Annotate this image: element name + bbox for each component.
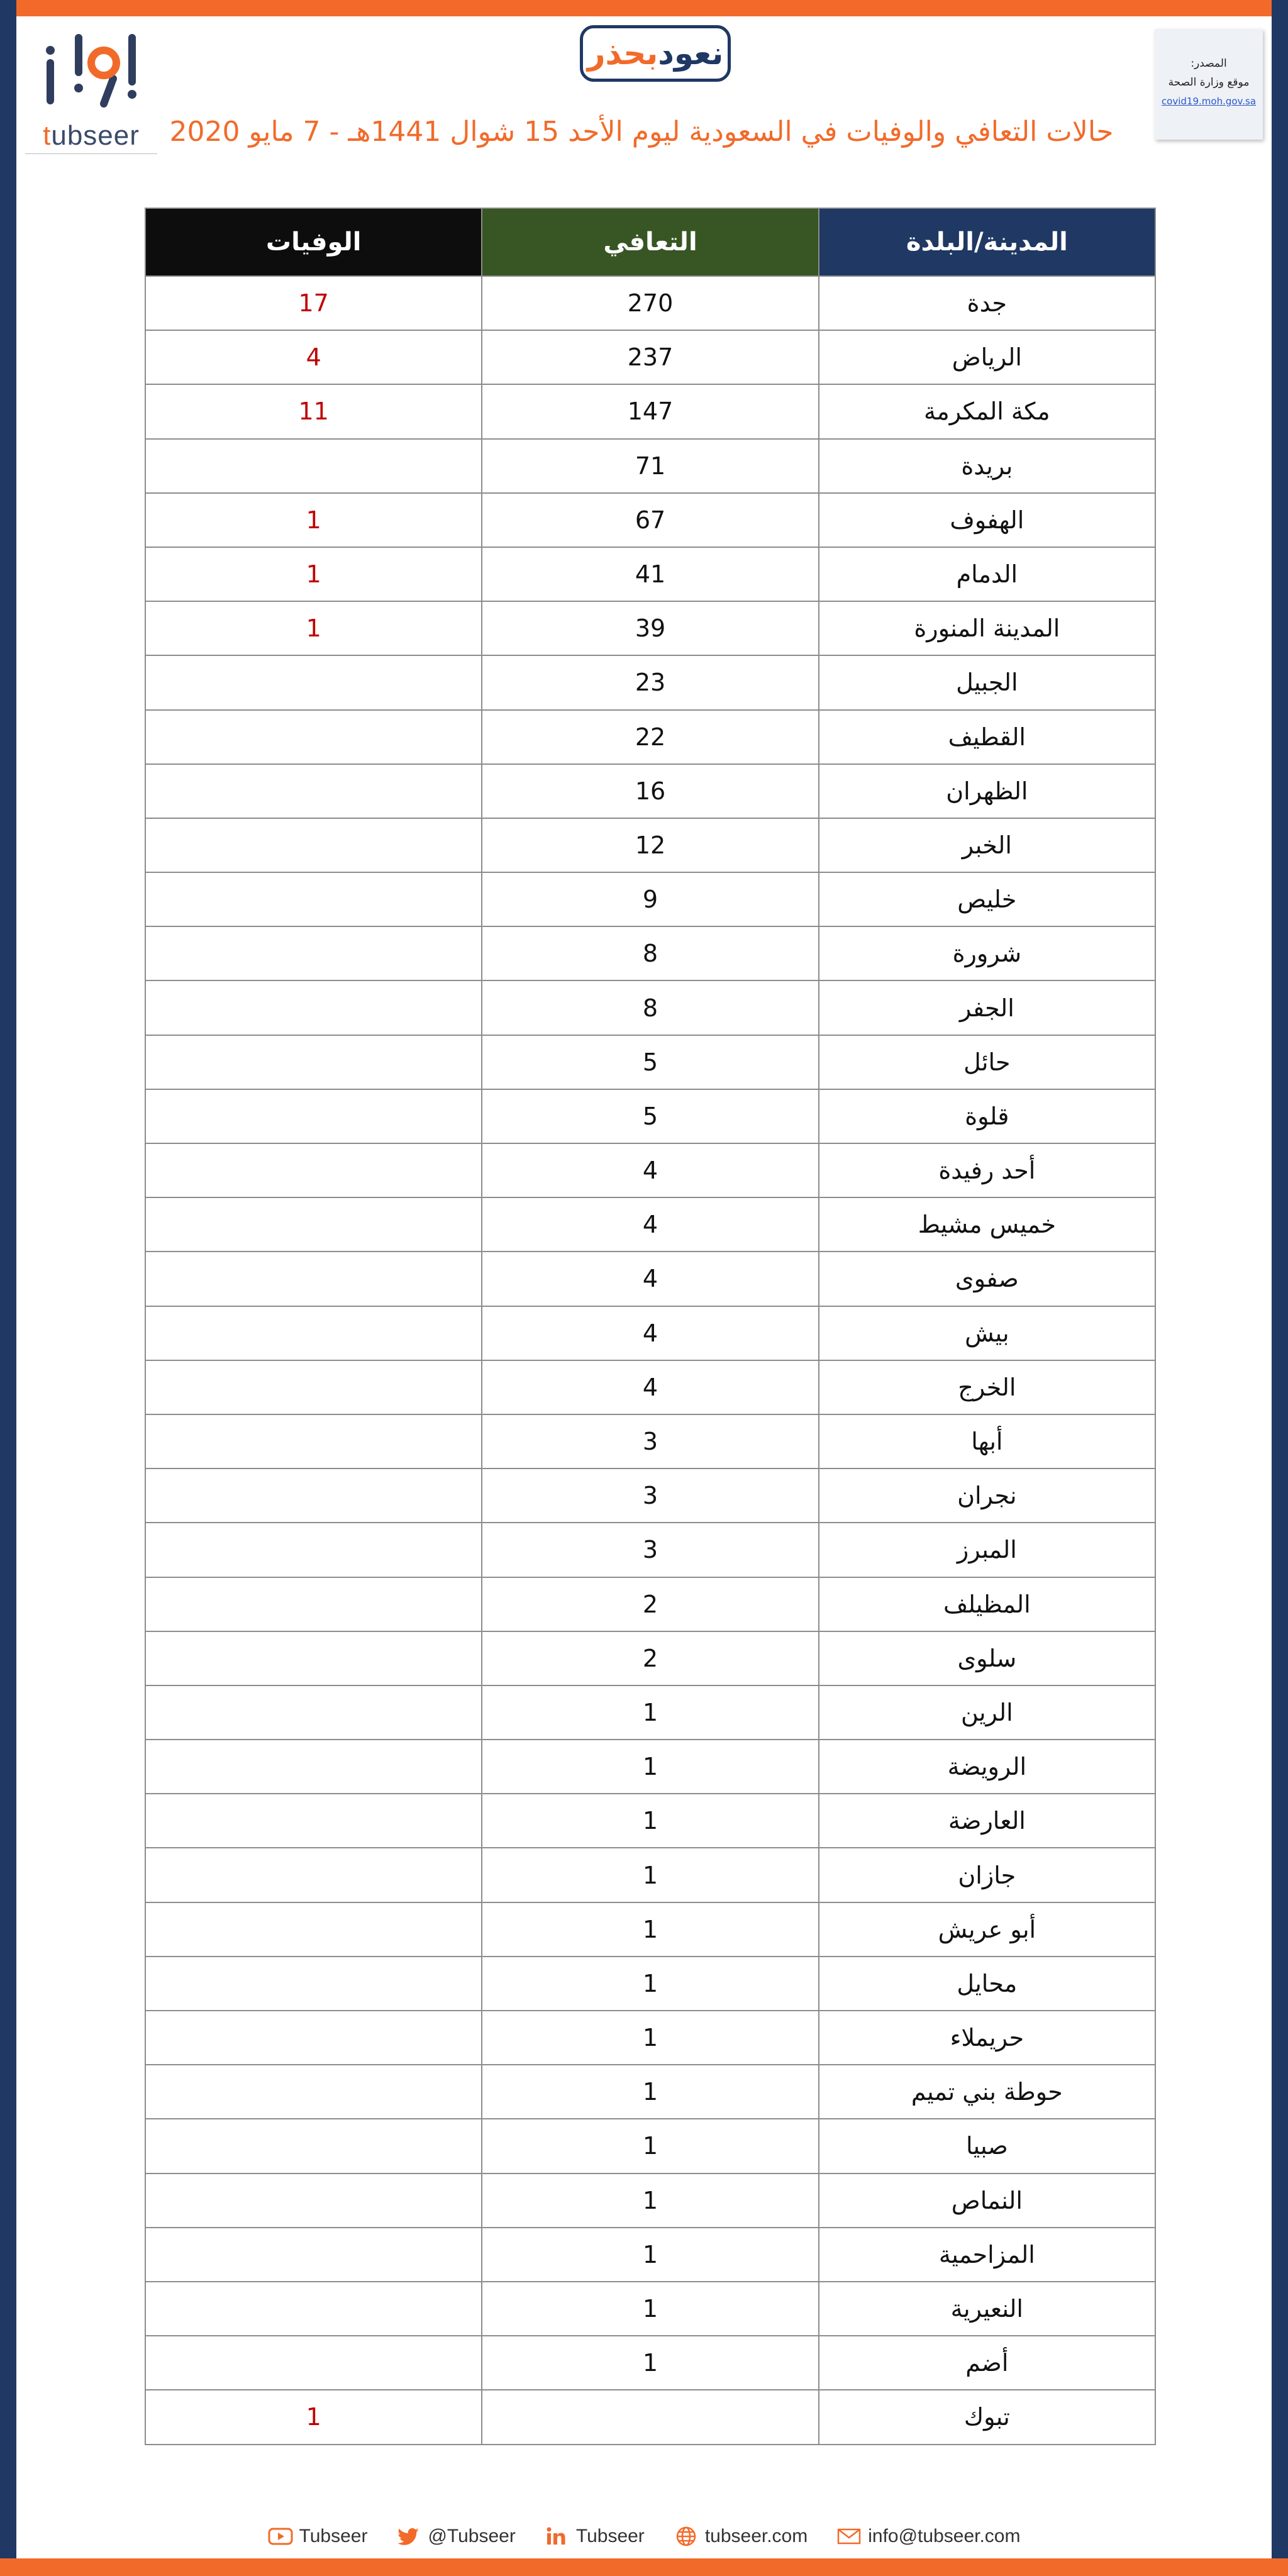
cell-deaths	[145, 2065, 482, 2119]
right-frame-bar	[1272, 0, 1288, 2576]
cell-deaths	[145, 1143, 482, 1197]
badge-word-2: بحذر	[587, 35, 658, 72]
cell-deaths	[145, 1685, 482, 1740]
table-body	[145, 276, 1155, 2445]
cell-recoveries: 4	[482, 1252, 818, 1306]
cell-city: الظهران	[819, 764, 1155, 818]
cell-city: صفوى	[819, 1252, 1155, 1306]
cell-deaths	[145, 1631, 482, 1685]
cell-recoveries: 3	[482, 1468, 818, 1523]
table-row	[145, 872, 1155, 926]
logo-mark-icon	[25, 25, 157, 119]
cell-deaths	[145, 1577, 482, 1631]
cell-city: حريملاء	[819, 2011, 1155, 2065]
cell-recoveries: 1	[482, 2119, 818, 2173]
cell-recoveries: 2	[482, 1577, 818, 1631]
cell-deaths	[145, 818, 482, 872]
cell-recoveries: 12	[482, 818, 818, 872]
cell-recoveries: 4	[482, 1143, 818, 1197]
cell-deaths	[145, 1035, 482, 1089]
table-row	[145, 2282, 1155, 2336]
cell-recoveries: 4	[482, 1360, 818, 1414]
header-deaths: الوفيات	[145, 208, 482, 276]
cell-deaths	[145, 980, 482, 1035]
cell-city: مكة المكرمة	[819, 384, 1155, 438]
cell-recoveries: 3	[482, 1414, 818, 1468]
cell-recoveries: 71	[482, 439, 818, 493]
cell-recoveries: 2	[482, 1631, 818, 1685]
cell-recoveries: 1	[482, 1740, 818, 1794]
cell-city: الخرج	[819, 1360, 1155, 1414]
cell-deaths	[145, 1360, 482, 1414]
cell-recoveries: 67	[482, 493, 818, 547]
table-row	[145, 1089, 1155, 1143]
cell-deaths	[145, 1252, 482, 1306]
cell-recoveries: 16	[482, 764, 818, 818]
table-row	[145, 276, 1155, 330]
cell-recoveries: 1	[482, 1902, 818, 1957]
cell-recoveries: 1	[482, 2336, 818, 2390]
cell-recoveries: 1	[482, 2228, 818, 2282]
table-row	[145, 2174, 1155, 2228]
source-label: المصدر:	[1191, 57, 1227, 70]
table-row	[145, 1902, 1155, 1957]
cell-deaths: 1	[145, 547, 482, 601]
footer-website-text: tubseer.com	[704, 2526, 808, 2546]
table-row	[145, 818, 1155, 872]
table-row	[145, 764, 1155, 818]
footer-website[interactable]	[674, 2526, 808, 2547]
top-accent-bar	[0, 0, 1288, 16]
cell-recoveries: 4	[482, 1306, 818, 1360]
cell-recoveries: 23	[482, 655, 818, 709]
footer-youtube[interactable]	[268, 2526, 368, 2547]
campaign-badge	[580, 25, 731, 82]
table-row	[145, 1740, 1155, 1794]
cell-deaths	[145, 710, 482, 764]
table-row	[145, 2390, 1155, 2444]
logo-caption-line	[25, 153, 157, 163]
cell-recoveries: 1	[482, 1848, 818, 1902]
table-row	[145, 926, 1155, 980]
footer-twitter-text: @Tubseer	[428, 2526, 516, 2546]
table-row	[145, 439, 1155, 493]
cell-city: بريدة	[819, 439, 1155, 493]
footer-contacts	[0, 2521, 1288, 2552]
footer-linkedin-text: Tubseer	[575, 2526, 645, 2546]
footer-twitter[interactable]	[396, 2526, 515, 2547]
cell-city: الجفر	[819, 980, 1155, 1035]
cell-recoveries: 22	[482, 710, 818, 764]
cell-city: حائل	[819, 1035, 1155, 1089]
table-row	[145, 2228, 1155, 2282]
cell-deaths: 17	[145, 276, 482, 330]
mail-icon	[836, 2526, 862, 2547]
cell-recoveries: 41	[482, 547, 818, 601]
cell-deaths: 1	[145, 601, 482, 655]
twitter-icon	[396, 2526, 421, 2547]
table-row	[145, 1848, 1155, 1902]
cell-city: الهفوف	[819, 493, 1155, 547]
table-row	[145, 1197, 1155, 1252]
cell-deaths	[145, 1306, 482, 1360]
cell-city: خميس مشيط	[819, 1197, 1155, 1252]
table-header-row	[145, 208, 1155, 276]
table-row	[145, 710, 1155, 764]
cell-city: المزاحمية	[819, 2228, 1155, 2282]
cell-city: المظيلف	[819, 1577, 1155, 1631]
page-title: حالات التعافي والوفيات في السعودية ليوم الأحد 15 شوال 1441هـ - 7 مايو 2020	[169, 116, 1114, 148]
cell-recoveries: 270	[482, 276, 818, 330]
bottom-accent-bar	[0, 2558, 1288, 2576]
cell-city: الدمام	[819, 547, 1155, 601]
cell-deaths: 11	[145, 384, 482, 438]
table-row	[145, 1306, 1155, 1360]
cell-city: أبو عريش	[819, 1902, 1155, 1957]
table-row	[145, 2065, 1155, 2119]
table-row	[145, 1523, 1155, 1577]
cell-deaths	[145, 1794, 482, 1848]
footer-youtube-text: Tubseer	[299, 2526, 368, 2546]
cell-deaths	[145, 1089, 482, 1143]
cell-city: خليص	[819, 872, 1155, 926]
cell-deaths: 1	[145, 2390, 482, 2444]
table-row	[145, 1794, 1155, 1848]
logo-wordmark: tubseer	[43, 120, 140, 151]
cell-deaths	[145, 872, 482, 926]
source-note	[1155, 29, 1263, 140]
cell-city: جازان	[819, 1848, 1155, 1902]
tubseer-logo	[25, 25, 157, 170]
table-row	[145, 980, 1155, 1035]
cell-city: الجبيل	[819, 655, 1155, 709]
cell-city: جدة	[819, 276, 1155, 330]
cell-city: العارضة	[819, 1794, 1155, 1848]
left-frame-bar	[0, 0, 16, 2576]
cell-recoveries: 5	[482, 1089, 818, 1143]
cell-city: أبها	[819, 1414, 1155, 1468]
cell-city: القطيف	[819, 710, 1155, 764]
cell-deaths	[145, 2282, 482, 2336]
table-row	[145, 1631, 1155, 1685]
table-row	[145, 655, 1155, 709]
cell-city: المبرز	[819, 1523, 1155, 1577]
table-row	[145, 1360, 1155, 1414]
cell-city: الرياض	[819, 330, 1155, 384]
cell-city: المدينة المنورة	[819, 601, 1155, 655]
cell-recoveries: 1	[482, 2282, 818, 2336]
table-row	[145, 1685, 1155, 1740]
source-name: موقع وزارة الصحة	[1168, 76, 1250, 89]
cell-city: نجران	[819, 1468, 1155, 1523]
cell-city: صبيا	[819, 2119, 1155, 2173]
source-link[interactable]: covid19.moh.gov.sa	[1161, 96, 1257, 107]
cell-recoveries: 3	[482, 1523, 818, 1577]
table-row	[145, 601, 1155, 655]
cell-city: الرين	[819, 1685, 1155, 1740]
cell-deaths: 1	[145, 493, 482, 547]
table-row	[145, 1957, 1155, 2011]
cell-recoveries: 9	[482, 872, 818, 926]
cell-city: النماص	[819, 2174, 1155, 2228]
cell-recoveries: 147	[482, 384, 818, 438]
youtube-icon	[268, 2526, 293, 2547]
table-row	[145, 384, 1155, 438]
cell-recoveries: 1	[482, 1957, 818, 2011]
cell-recoveries: 237	[482, 330, 818, 384]
cell-recoveries: 1	[482, 2011, 818, 2065]
cell-deaths	[145, 1957, 482, 2011]
cell-city: سلوى	[819, 1631, 1155, 1685]
table-row	[145, 1035, 1155, 1089]
cell-city: أحد رفيدة	[819, 1143, 1155, 1197]
cell-city: حوطة بني تميم	[819, 2065, 1155, 2119]
cell-recoveries: 1	[482, 2174, 818, 2228]
cell-recoveries: 4	[482, 1197, 818, 1252]
cell-deaths	[145, 2119, 482, 2173]
cell-deaths	[145, 439, 482, 493]
footer-email-text: info@tubseer.com	[868, 2526, 1021, 2546]
cell-recoveries: 1	[482, 1685, 818, 1740]
header-city: المدينة/البلدة	[819, 208, 1155, 276]
cell-city: قلوة	[819, 1089, 1155, 1143]
cell-deaths	[145, 655, 482, 709]
cell-city: الخبر	[819, 818, 1155, 872]
cell-deaths	[145, 2011, 482, 2065]
cell-deaths	[145, 2174, 482, 2228]
cell-recoveries	[482, 2390, 818, 2444]
header-recoveries: التعافي	[482, 208, 818, 276]
cell-city: تبوك	[819, 2390, 1155, 2444]
cell-deaths	[145, 1523, 482, 1577]
table-row	[145, 1577, 1155, 1631]
cell-recoveries: 1	[482, 1794, 818, 1848]
table-row	[145, 1143, 1155, 1197]
cell-city: شرورة	[819, 926, 1155, 980]
cell-recoveries: 5	[482, 1035, 818, 1089]
cell-deaths	[145, 2336, 482, 2390]
footer-email[interactable]	[836, 2526, 1020, 2547]
cell-recoveries: 8	[482, 926, 818, 980]
table-row	[145, 1414, 1155, 1468]
cell-city: النعيرية	[819, 2282, 1155, 2336]
table-row	[145, 2011, 1155, 2065]
linkedin-icon	[545, 2526, 570, 2547]
table-row	[145, 2119, 1155, 2173]
cell-deaths	[145, 1197, 482, 1252]
table-row	[145, 493, 1155, 547]
table-row	[145, 330, 1155, 384]
cell-deaths	[145, 1848, 482, 1902]
cell-deaths: 4	[145, 330, 482, 384]
cell-recoveries: 8	[482, 980, 818, 1035]
cases-table	[145, 208, 1156, 2445]
cell-deaths	[145, 1902, 482, 1957]
cell-recoveries: 1	[482, 2065, 818, 2119]
table-row	[145, 1468, 1155, 1523]
cell-recoveries: 39	[482, 601, 818, 655]
cell-city: الرويضة	[819, 1740, 1155, 1794]
cell-deaths	[145, 1414, 482, 1468]
table-row	[145, 2336, 1155, 2390]
footer-linkedin[interactable]	[545, 2526, 645, 2547]
cell-deaths	[145, 1740, 482, 1794]
cell-deaths	[145, 2228, 482, 2282]
table-row	[145, 1252, 1155, 1306]
table-row	[145, 547, 1155, 601]
globe-icon	[674, 2526, 699, 2547]
cell-city: محايل	[819, 1957, 1155, 2011]
cell-deaths	[145, 764, 482, 818]
cell-deaths	[145, 926, 482, 980]
badge-word-1: نعود	[658, 35, 724, 72]
cell-deaths	[145, 1468, 482, 1523]
cell-city: أضم	[819, 2336, 1155, 2390]
cell-city: بيش	[819, 1306, 1155, 1360]
